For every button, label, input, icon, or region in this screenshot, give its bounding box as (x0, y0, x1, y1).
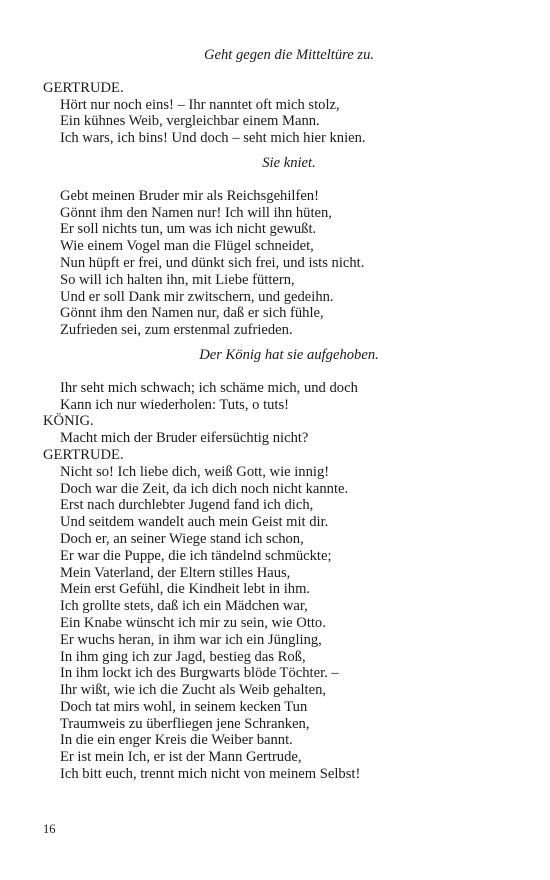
verse-line: Gebt meinen Bruder mir als Reichsgehilfen! (60, 187, 319, 204)
verse-line: Ein Knabe wünscht ich mir zu sein, wie Otto. (60, 614, 326, 631)
stage-direction: Sie kniet. (262, 154, 316, 171)
stage-direction: Geht gegen die Mitteltüre zu. (203, 47, 375, 63)
verse-line: Nicht so! Ich liebe dich, weiß Gott, wie innig! (60, 463, 330, 480)
verse-line: Doch war die Zeit, da ich dich noch nicht kannte. (60, 480, 349, 497)
verse-line: Er ist mein Ich, er ist der Mann Gertrude, (60, 749, 302, 766)
verse-line: Hört nur noch eins! – Ihr nanntet oft mich stolz, (60, 96, 340, 113)
verse-line: Doch tat mirs wohl, in seinem kecken Tun (60, 698, 308, 715)
verse-line: In ihm ging ich zur Jagd, bestieg das Roß, (60, 648, 306, 665)
verse-line: Gönnt ihm den Namen nur, daß er sich fühle, (60, 305, 324, 322)
verse-line: So will ich halten ihn, mit Liebe füttern, (60, 271, 295, 288)
verse-line: Kann ich nur wiederholen: Tuts, o tuts! (60, 396, 290, 413)
verse-line: Macht mich der Bruder eifersüchtig nicht? (60, 430, 309, 447)
verse-line: Ihr seht mich schwach; ich schäme mich, und doch (60, 379, 358, 396)
verse-line: Ihr wißt, wie ich die Zucht als Weib gehalten, (60, 682, 327, 699)
verse-line: Er soll nichts tun, um was ich nicht gewußt. (60, 221, 317, 238)
verse-line: Er wuchs heran, in ihm war ich ein Jüngling, (60, 631, 322, 648)
page-number: 16 (43, 822, 56, 836)
verse-line: Mein Vaterland, der Eltern stilles Haus, (60, 564, 291, 581)
verse-line: Ein kühnes Weib, vergleichbar einem Mann. (60, 113, 320, 130)
verse-line: Und er soll Dank mir zwitschern, und gedeihn. (60, 288, 334, 305)
verse-line: Und seitdem wandelt auch mein Geist mit dir. (60, 514, 329, 531)
verse-line: Erst nach durchlebter Jugend fand ich dich, (60, 497, 314, 514)
verse-line: Ich grollte stets, daß ich ein Mädchen war, (60, 598, 308, 615)
verse-line: In die ein enger Kreis die Weiber bannt. (60, 732, 293, 749)
verse-line: Nun hüpft er frei, und dünkt sich frei, und ists nicht. (60, 254, 365, 271)
verse-line: In ihm lockt ich des Burgwarts blöde Töchter. – (60, 665, 339, 682)
stage-direction: Der König hat sie aufgehoben. (199, 346, 379, 363)
speaker-name: KÖNIG. (43, 413, 94, 430)
verse-line: Er war die Puppe, die ich tändelnd schmückte; (60, 547, 332, 564)
speaker-name: GERTRUDE. (43, 79, 124, 96)
verse-line: Mein erst Gefühl, die Kindheit lebt in ihm. (60, 581, 311, 598)
play-text (43, 47, 513, 783)
verse-line: Ich bitt euch, trennt mich nicht von meinem Selbst! (60, 766, 361, 783)
verse-line: Wie einem Vogel man die Flügel schneidet, (60, 238, 314, 255)
speaker-name: GERTRUDE. (43, 446, 124, 463)
verse-line: Zufrieden sei, zum erstenmal zufrieden. (60, 322, 293, 339)
verse-line: Doch er, an seiner Wiege stand ich schon, (60, 530, 304, 547)
verse-line: Gönnt ihm den Namen nur! Ich will ihn hüten, (60, 204, 332, 221)
verse-line: Traumweis zu überfliegen jene Schranken, (60, 715, 310, 732)
verse-line: Ich wars, ich bins! Und doch – seht mich hier knien. (60, 130, 366, 147)
